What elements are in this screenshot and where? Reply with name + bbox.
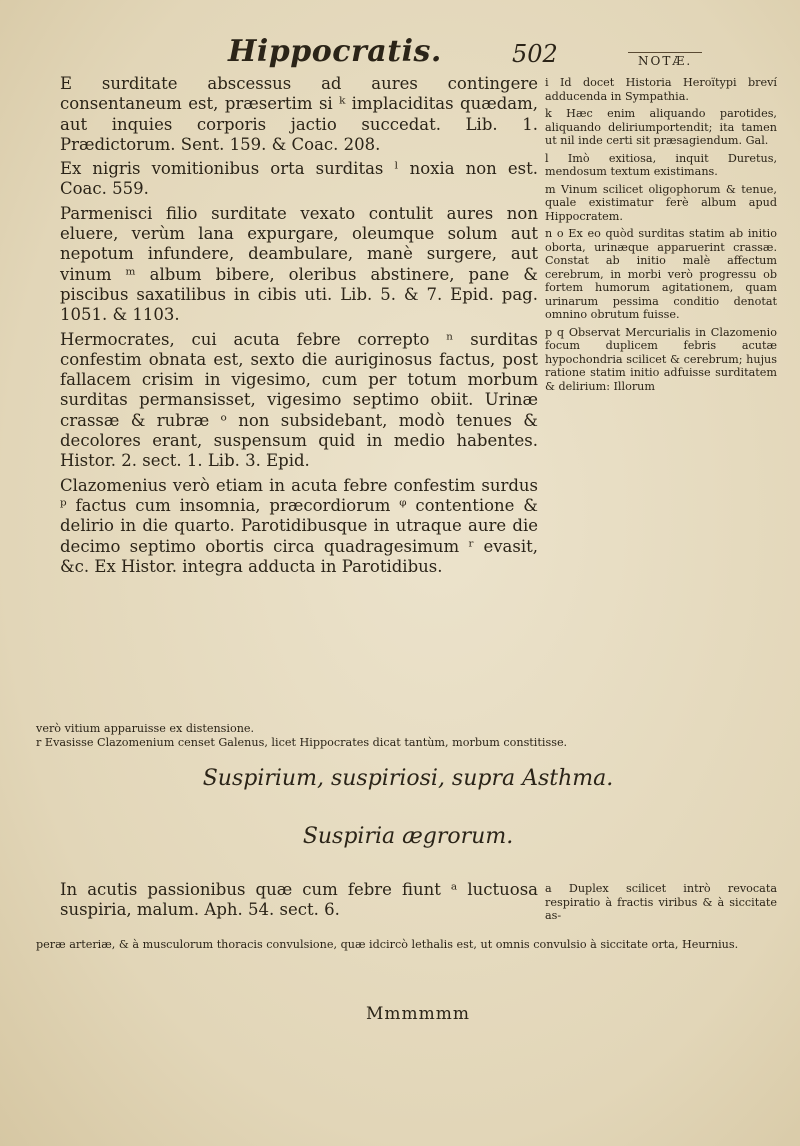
main-paragraph: Hermocrates, cui acuta febre correpto ⁿ surditas confestim obnata est, sexto die auriginosus factus, post fallacem crisim in vigesimo, cum per totum morbum surditas permansisset, vigesimo septimo obiit. Urinæ crassæ & rubræ ᵒ non subsidebant, modò tenues & decolores erant, suspensum quid in medio habentes. Histor. 2. sect. 1. Lib. 3. Epid. [60, 329, 538, 471]
main-paragraph: Clazomenius verò etiam in acuta febre confestim surdus ᵖ factus cum insomnia, præcordiorum ᵠ contentione & delirio in die quarto. Parotidibusque in utraque aure die decimo septimo obortis circa quadragesimum ʳ evasit, &c. Ex Histor. integra adducta in Parotidibus. [60, 475, 538, 576]
section-title: Suspirium, suspiriosi, supra Asthma. [202, 766, 614, 791]
signature-mark: Mmmmmm [366, 1004, 471, 1024]
notes-heading: NOTÆ. [628, 52, 702, 68]
final-side-note: a Duplex scilicet intrò revocata respiratio à fractis viribus & à siccitate as- [545, 882, 777, 922]
footnote: r Evasisse Clazomenium censet Galenus, licet Hippocrates dicat tantùm, morbum constitisse. [36, 736, 568, 749]
main-paragraph: E surditate abscessus ad aures contingere consentaneum est, præsertim si ᵏ implaciditas quædam, aut inquies corporis jactio succedat. Lib. 1. Prædictorum. Sent. 159. & Coac. 208. [60, 74, 538, 154]
running-title: Hippocratis. [228, 34, 442, 69]
side-note: p q Observat Mercurialis in Clazomenio focum duplicem febris acutæ hypochondria scilicet & cerebrum; hujus ratione statim initio adfuisse surditatem & delirium: Illorum [545, 325, 777, 393]
side-note: l Imò exitiosa, inquit Duretus, mendosum textum existimans. [545, 151, 777, 178]
page-number: 502 [512, 40, 558, 68]
marginal-notes-column [545, 76, 777, 397]
full-width-footnotes [36, 722, 776, 750]
main-paragraph: Parmenisci filio surditate vexato contulit aures non eluere, verùm lana expurgare, oleumque solum aut nepotum infundere, deambulare, manè surgere, aut vinum ᵐ album bibere, oleribus abstinere, pane & piscibus saxatilibus in cibis uti. Lib. 5. & 7. Epid. pag. 1051. & 1103. [60, 203, 538, 325]
final-footnote: peræ arteriæ, & à musculorum thoracis convulsione, quæ idcircò lethalis est, ut omnis convulsio à siccitate orta, Heurnius. [36, 938, 739, 951]
side-note: k Hæc enim aliquando parotides, aliquando deliriumportendit; ita tamen ut nil inde certi sit præsagiendum. Gal. [545, 107, 777, 147]
main-text-column [60, 74, 538, 577]
subsection-title: Suspiria ægrorum. [302, 824, 514, 849]
side-note: i Id docet Historia Heroïtypi breví adducenda in Sympathia. [545, 76, 777, 103]
main-paragraph: Ex nigris vomitionibus orta surditas ˡ noxia non est. Coac. 559. [60, 159, 538, 199]
final-main-paragraph: In acutis passionibus quæ cum febre fiunt ᵃ luctuosa suspiria, malum. Aph. 54. sect. 6. [60, 880, 538, 920]
footnote: verò vitium apparuisse ex distensione. [36, 722, 255, 735]
side-note: m Vinum scilicet oligophorum & tenue, quale existimatur ferè album apud Hippocratem. [545, 182, 777, 223]
side-note: n o Ex eo quòd surditas statim ab initio oborta, urinæque apparuerint crassæ. Constat ab initio malè affectum cerebrum, in morbi verò progressu ob fortem humorum agitationem, quam urinarum pessima conditio denotat omnino obrutum fuisse. [545, 227, 777, 321]
